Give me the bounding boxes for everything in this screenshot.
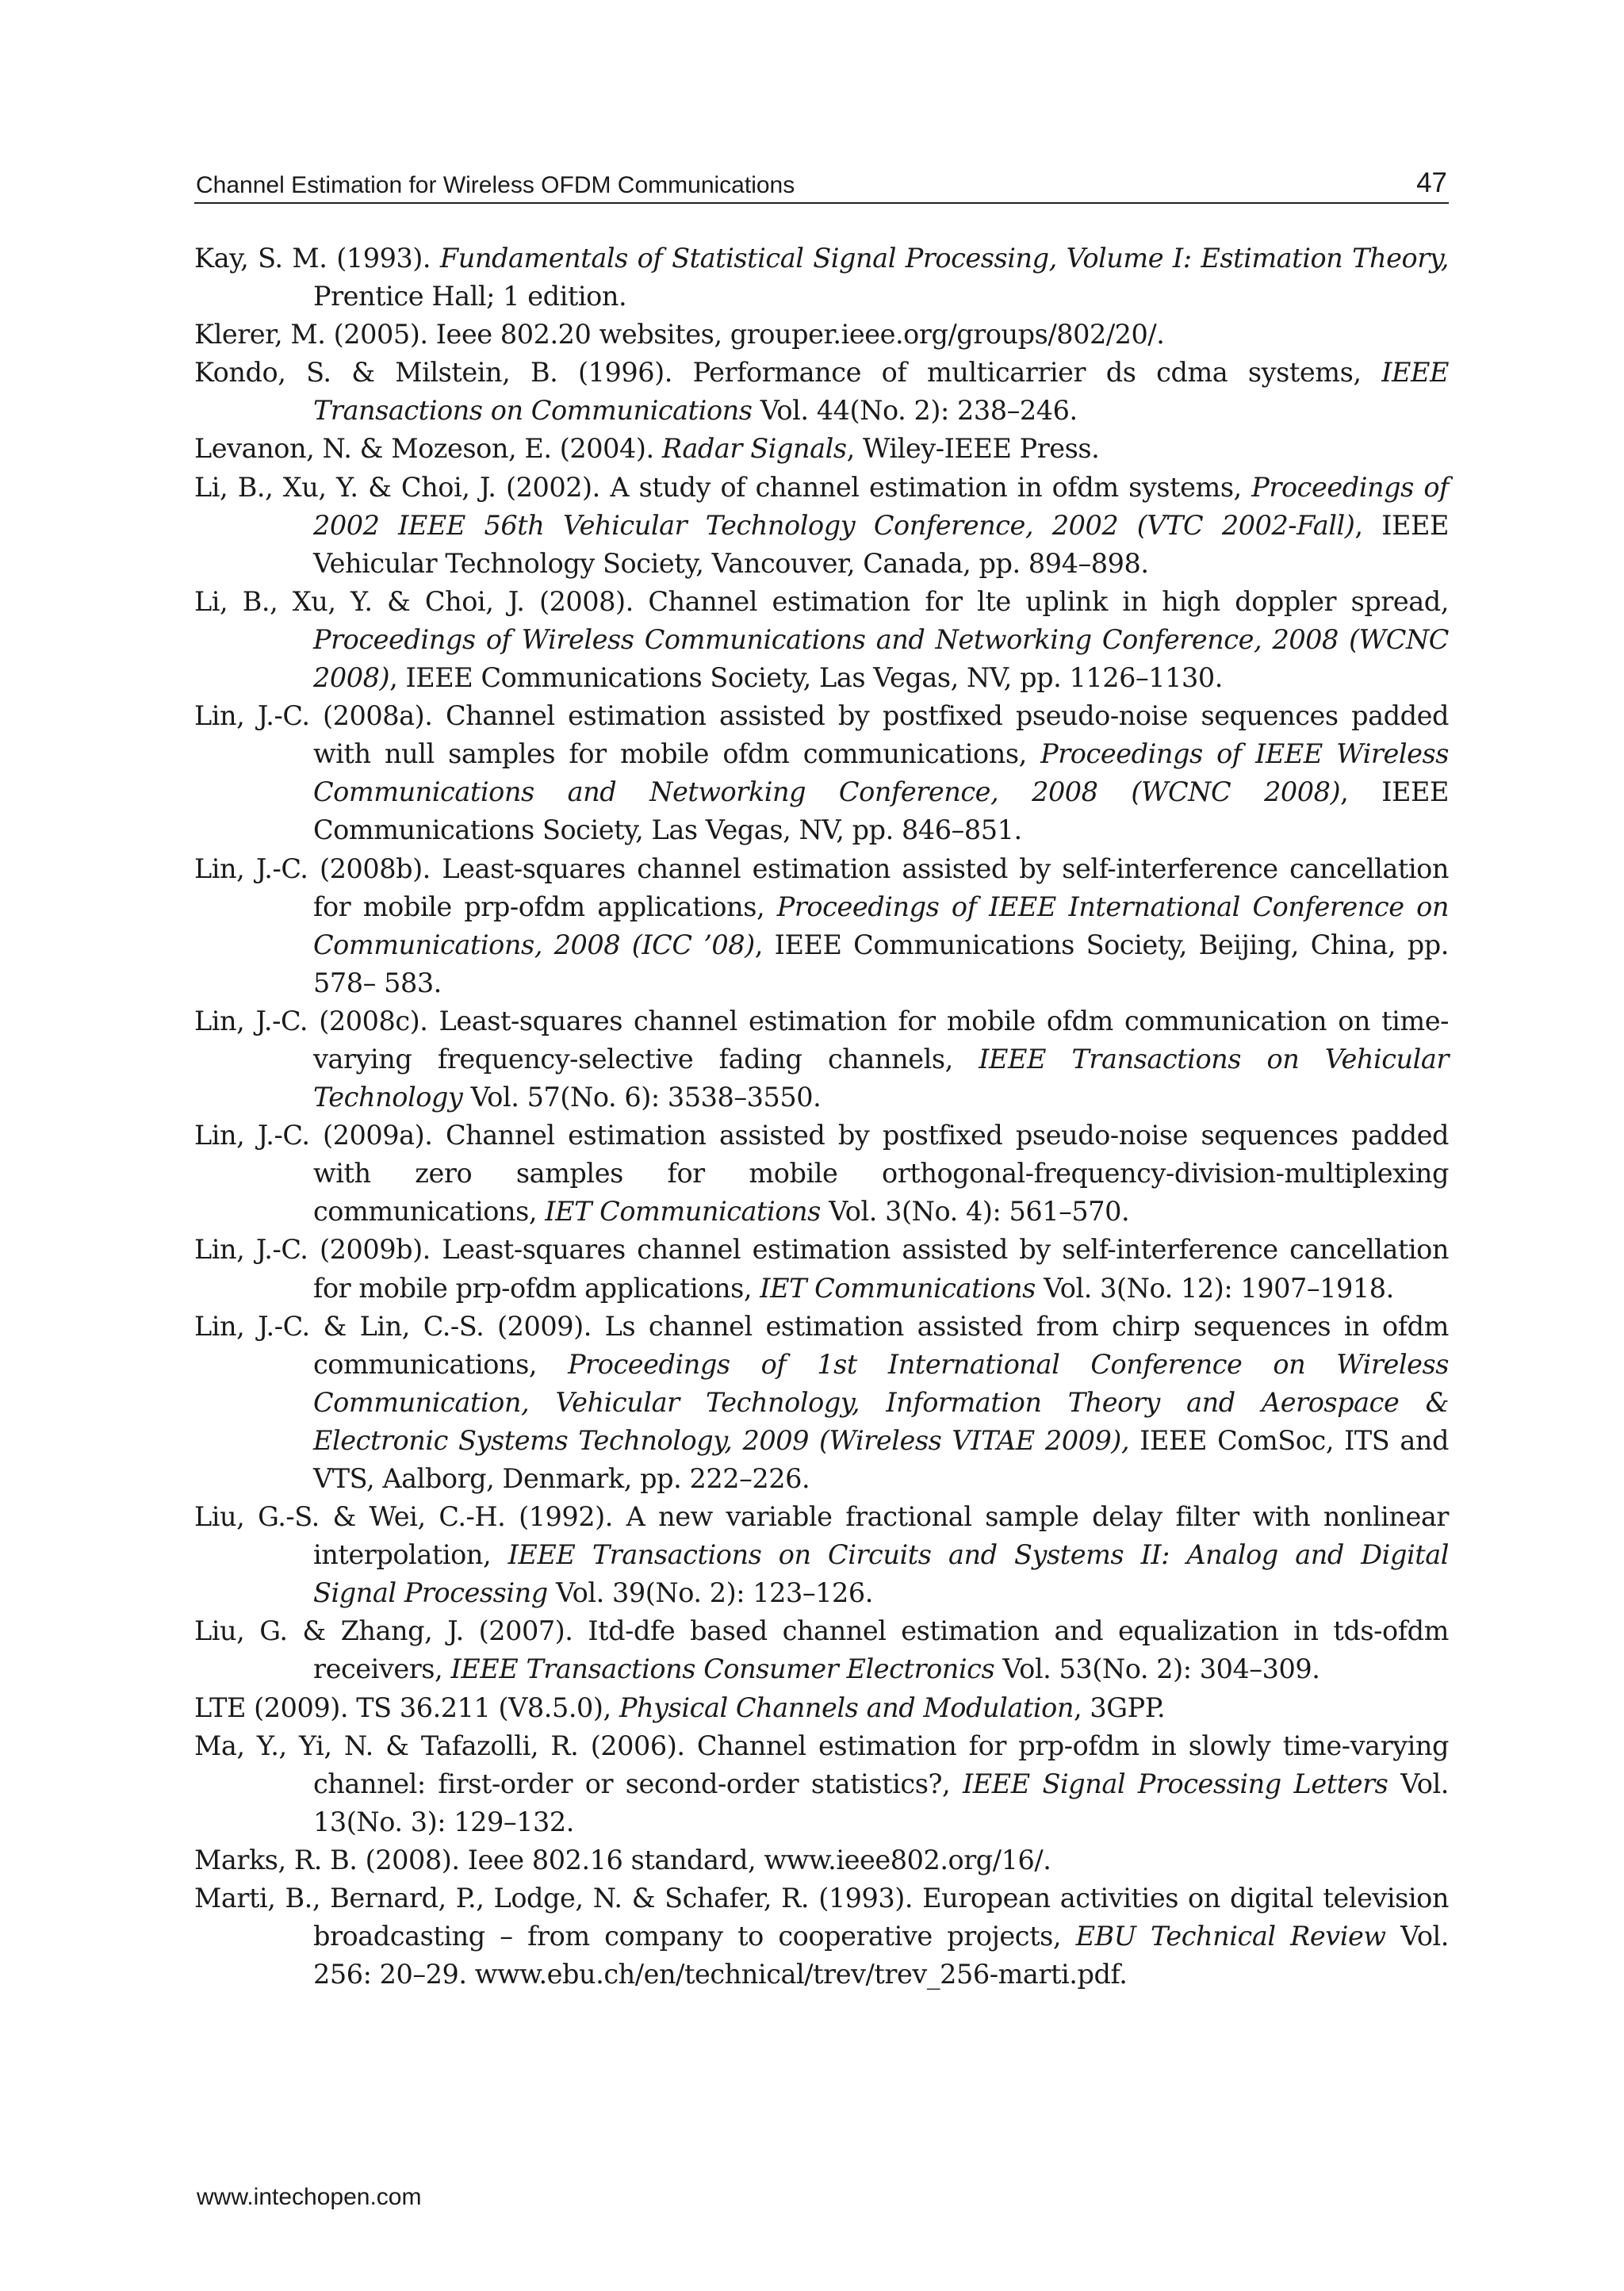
reference-text: Kondo, S. & Milstein, B. (1996). Performance of multicarrier ds cdma systems, [194,357,1382,389]
reference-text: Lin, J.-C. (2008c). Least-squares channel estimation for mobile ofdm communication on time-varying frequency-selective fading channels, [194,1005,1449,1075]
reference-text: , IEEE Communications Society, Las Vegas, NV, pp. 1126–1130. [389,662,1223,694]
reference-entry [194,1879,1449,1994]
reference-entry [194,469,1449,583]
reference-text: Prentice Hall; 1 edition. [313,281,627,312]
reference-text: Lin, J.-C. & Lin, C.-S. (2009). Ls channel estimation assisted from chirp sequences in ofdm communications, [194,1310,1449,1380]
reference-entry [194,1002,1449,1117]
reference-source-title: Radar Signals [661,433,847,465]
reference-list [194,239,1449,1994]
reference-entry [194,1612,1449,1688]
reference-source-title: Proceedings of IEEE International Conference on Communications, 2008 (ICC ’08) [313,891,1450,960]
reference-text: Lin, J.-C. (2009a). Channel estimation assisted by postfixed pseudo-noise sequences padded with zero samples for mobile orthogonal-frequency-division-multiplexing communications, [194,1120,1449,1228]
reference-source-title: IEEE Transactions on Vehicular Technology [313,1043,1449,1113]
reference-entry [194,239,1449,316]
reference-source-title: Proceedings of 2002 IEEE 56th Vehicular Technology Conference, 2002 (VTC 2002-Fall) [313,471,1449,541]
reference-text: LTE (2009). TS 36.211 (V8.5.0), [194,1691,619,1723]
reference-source-title: EBU Technical Review [1075,1921,1386,1952]
reference-text: , IEEE Vehicular Technology Society, Vancouver, Canada, pp. 894–898. [313,509,1449,579]
reference-text: Vol. 3(No. 4): 561–570. [820,1196,1130,1228]
reference-entry [194,697,1449,849]
reference-entry [194,1308,1449,1498]
reference-text: Vol. 44(No. 2): 238–246. [752,395,1078,427]
reference-entry [194,354,1449,430]
reference-source-title: IEEE Transactions Consumer Electronics [450,1653,995,1685]
reference-entry [194,1841,1449,1879]
reference-text: Li, B., Xu, Y. & Choi, J. (2002). A study of channel estimation in ofdm systems, [194,471,1252,503]
reference-source-title: IEEE Transactions on Communications [313,357,1449,427]
reference-text: Vol. 256: 20–29. www.ebu.ch/en/technical/trev/trev_256-marti.pdf. [313,1921,1449,1990]
reference-entry [194,1727,1449,1841]
reference-entry [194,1231,1449,1307]
reference-text: Vol. 53(No. 2): 304–309. [994,1653,1320,1685]
reference-entry [194,1498,1449,1612]
reference-text: Marti, B., Bernard, P., Lodge, N. & Schafer, R. (1993). European activities on digital television broadcasting – from company to cooperative projects, [194,1883,1449,1952]
reference-text: Lin, J.-C. (2009b). Least-squares channel estimation assisted by self-interference cancellation for mobile prp-ofdm applications, [194,1234,1449,1304]
reference-entry [194,583,1449,697]
reference-text: Ma, Y., Yi, N. & Tafazolli, R. (2006). Channel estimation for prp-ofdm in slowly time-varying channel: first-order or second-order statistics?, [194,1730,1449,1799]
reference-entry [194,430,1449,468]
reference-entry [194,1689,1449,1727]
reference-text: , IEEE Communications Society, Beijing, China, pp. 578– 583. [313,929,1449,998]
running-title: Channel Estimation for Wireless OFDM Communications [196,172,795,198]
reference-text: Liu, G. & Zhang, J. (2007). Itd-dfe based channel estimation and equalization in tds-ofdm receivers, [194,1615,1449,1685]
page-number: 47 [1416,167,1447,198]
reference-entry [194,850,1449,1002]
reference-text: , Wiley-IEEE Press. [846,433,1100,465]
reference-text: Vol. 39(No. 2): 123–126. [547,1577,873,1609]
reference-source-title: Fundamentals of Statistical Signal Processing, Volume I: Estimation Theory, [439,243,1449,274]
reference-text: Levanon, N. & Mozeson, E. (2004). [194,433,662,465]
reference-source-title: Physical Channels and Modulation [619,1691,1074,1723]
reference-text: Li, B., Xu, Y. & Choi, J. (2008). Channel estimation for lte uplink in high doppler spread, [194,585,1449,617]
reference-text: Lin, J.-C. (2008a). Channel estimation assisted by postfixed pseudo-noise sequences padded with null samples for mobile ofdm communications, [194,700,1449,770]
reference-text: Vol. 3(No. 12): 1907–1918. [1035,1272,1394,1304]
footer-url: www.intechopen.com [197,2184,422,2210]
reference-source-title: Proceedings of IEEE Wireless Communications and Networking Conference, 2008 (WCNC 2008) [313,738,1449,808]
reference-text: Liu, G.-S. & Wei, C.-H. (1992). A new variable fractional sample delay filter with nonlinear interpolation, [194,1501,1449,1571]
running-header [194,163,1449,204]
reference-source-title: IET Communications [545,1196,821,1228]
reference-text: , IEEE Communications Society, Las Vegas, NV, pp. 846–851. [313,776,1449,846]
reference-source-title: IEEE Signal Processing Letters [962,1768,1388,1799]
reference-source-title: IEEE Transactions on Circuits and Systems II: Analog and Digital Signal Processing [313,1539,1450,1609]
reference-text: , 3GPP. [1074,1691,1166,1723]
reference-text: Marks, R. B. (2008). Ieee 802.16 standard, www.ieee802.org/16/. [194,1844,1051,1875]
reference-text: Vol. 13(No. 3): 129–132. [313,1768,1449,1837]
reference-source-title: Proceedings of 1st International Conference on Wireless Communication, Vehicular Technology, Information Theory and Aerospace & Electronic Systems Technology, 2009 (Wireless VITAE 2009), [313,1348,1449,1456]
reference-entry [194,316,1449,354]
reference-text: IEEE ComSoc, ITS and VTS, Aalborg, Denmark, pp. 222–226. [313,1424,1449,1494]
reference-entry [194,1117,1449,1231]
reference-source-title: Proceedings of Wireless Communications and Networking Conference, 2008 (WCNC 2008) [313,623,1449,694]
reference-text: Kay, S. M. (1993). [194,243,440,274]
reference-source-title: IET Communications [760,1272,1036,1304]
reference-text: Vol. 57(No. 6): 3538–3550. [462,1082,822,1113]
reference-text: Lin, J.-C. (2008b). Least-squares channel estimation assisted by self-interference cancellation for mobile prp-ofdm applications, [194,852,1449,922]
reference-text: Klerer, M. (2005). Ieee 802.20 websites, grouper.ieee.org/groups/802/20/. [194,319,1165,351]
